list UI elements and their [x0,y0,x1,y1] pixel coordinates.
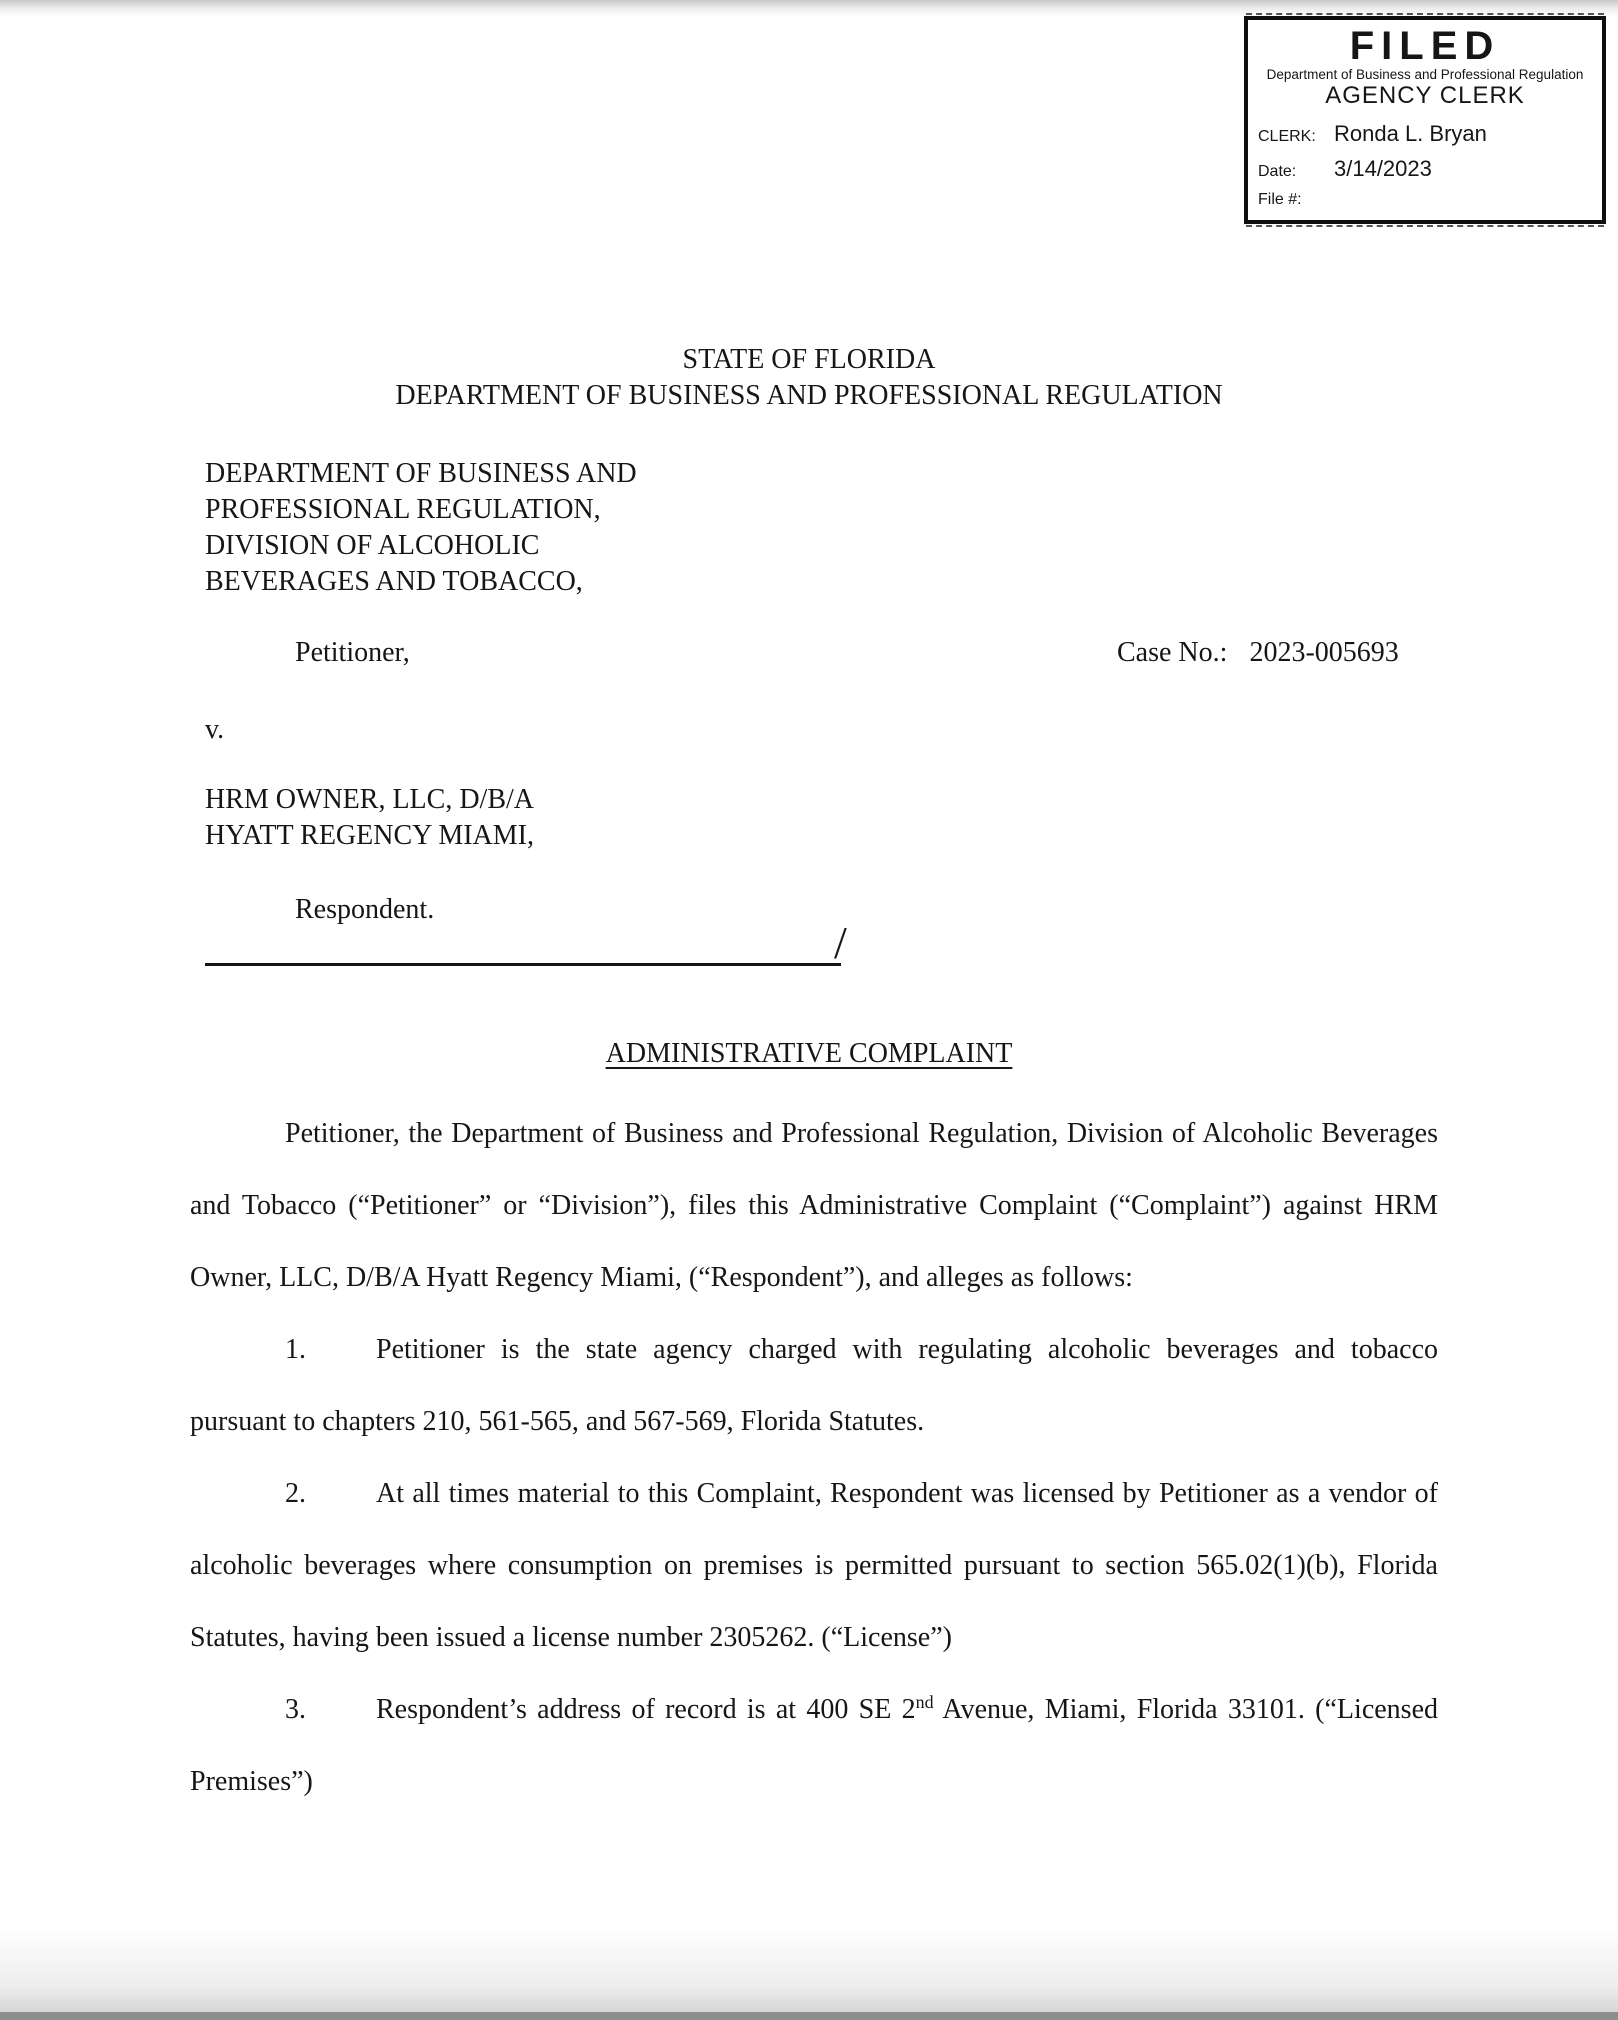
stamp-file-label: File #: [1258,191,1302,208]
header-state-line: STATE OF FLORIDA [682,344,936,375]
stamp-filed-title: FILED [1349,24,1501,68]
stamp-row-clerk [1258,121,1602,147]
paragraph-1 [190,1314,1438,1458]
paragraph-1-number: 1. [285,1334,306,1365]
page-bottom-edge [0,2012,1618,2020]
stamp-department-subtitle: Department of Business and Professional Regulation [1266,67,1584,82]
paragraph-3-number: 3. [285,1694,306,1725]
header-department-line: DEPARTMENT OF BUSINESS AND PROFESSIONAL REGULATION [395,380,1223,411]
court-header [0,342,1618,414]
stamp-rows [1248,121,1602,217]
respondent-role: Respondent. [295,894,435,925]
petitioner-name-block [205,456,637,600]
stamp-date-label: Date: [1258,163,1297,180]
case-number-label: Case No.: [1117,637,1228,668]
document-title: ADMINISTRATIVE COMPLAINT [605,1038,1013,1069]
paragraph-2-text: At all times material to this Complaint, Respondent was licensed by Petitioner as a vendor of alcoholic beverages where consumption on premises is permitted pursuant to section 565.02(1)(b), Florida Statutes, having been issued a license number 2305262. (“License”) [190,1478,1438,1653]
paragraph-1-text: Petitioner is the state agency charged with regulating alcoholic beverages and tobacco pursuant to chapters 210, 561-565, and 567-569, Florida Statutes. [190,1334,1438,1437]
petitioner-name-line: DEPARTMENT OF BUSINESS AND [205,458,637,489]
respondent-name-block [205,782,534,854]
paragraph-3-ordinal-superscript: nd [915,1692,934,1712]
caption-separator-slash: / [834,917,847,968]
stamp-clerk-label: CLERK: [1258,128,1316,145]
petitioner-name-line: BEVERAGES AND TOBACCO, [205,566,583,597]
petitioner-name-line: PROFESSIONAL REGULATION, [205,494,601,525]
case-number-line [1117,635,1399,671]
stamp-date-value: 3/14/2023 [1334,156,1432,181]
respondent-name-line: HRM OWNER, LLC, D/B/A [205,784,534,815]
case-number-value: 2023-005693 [1249,637,1399,668]
stamp-agency-clerk: AGENCY CLERK [1325,82,1525,109]
petitioner-case-row [0,635,1618,671]
paragraph-2-number: 2. [285,1478,306,1509]
stamp-row-date [1258,156,1602,182]
petitioner-name-line: DIVISION OF ALCOHOLIC [205,530,540,561]
page-bottom-shadow [0,1927,1618,2012]
filed-stamp [1244,16,1606,224]
paragraph-3-text-before: Respondent’s address of record is at 400 SE 2 [376,1694,916,1725]
stamp-row-file-number [1258,191,1602,217]
complaint-body [190,1098,1438,1818]
caption-separator-line [205,942,841,966]
petitioner-role: Petitioner, [295,637,410,668]
intro-paragraph: Petitioner, the Department of Business and Professional Regulation, Division of Alcoholic Beverages and Tobacco (“Petitioner” or “Division”), files this Administrative Complaint (“Complaint”) against HRM Owner, LLC, D/B/A Hyatt Regency Miami, (“Respondent”), and alleges as follows: [190,1118,1438,1293]
paragraph-2 [190,1458,1438,1674]
stamp-clerk-value: Ronda L. Bryan [1334,121,1487,146]
versus-marker: v. [205,714,225,745]
paragraph-3 [190,1674,1438,1818]
respondent-name-line: HYATT REGENCY MIAMI, [205,820,534,851]
paragraph-3-text-after: Avenue, Miami, Florida 33101. (“Licensed Premises”) [190,1694,1438,1797]
